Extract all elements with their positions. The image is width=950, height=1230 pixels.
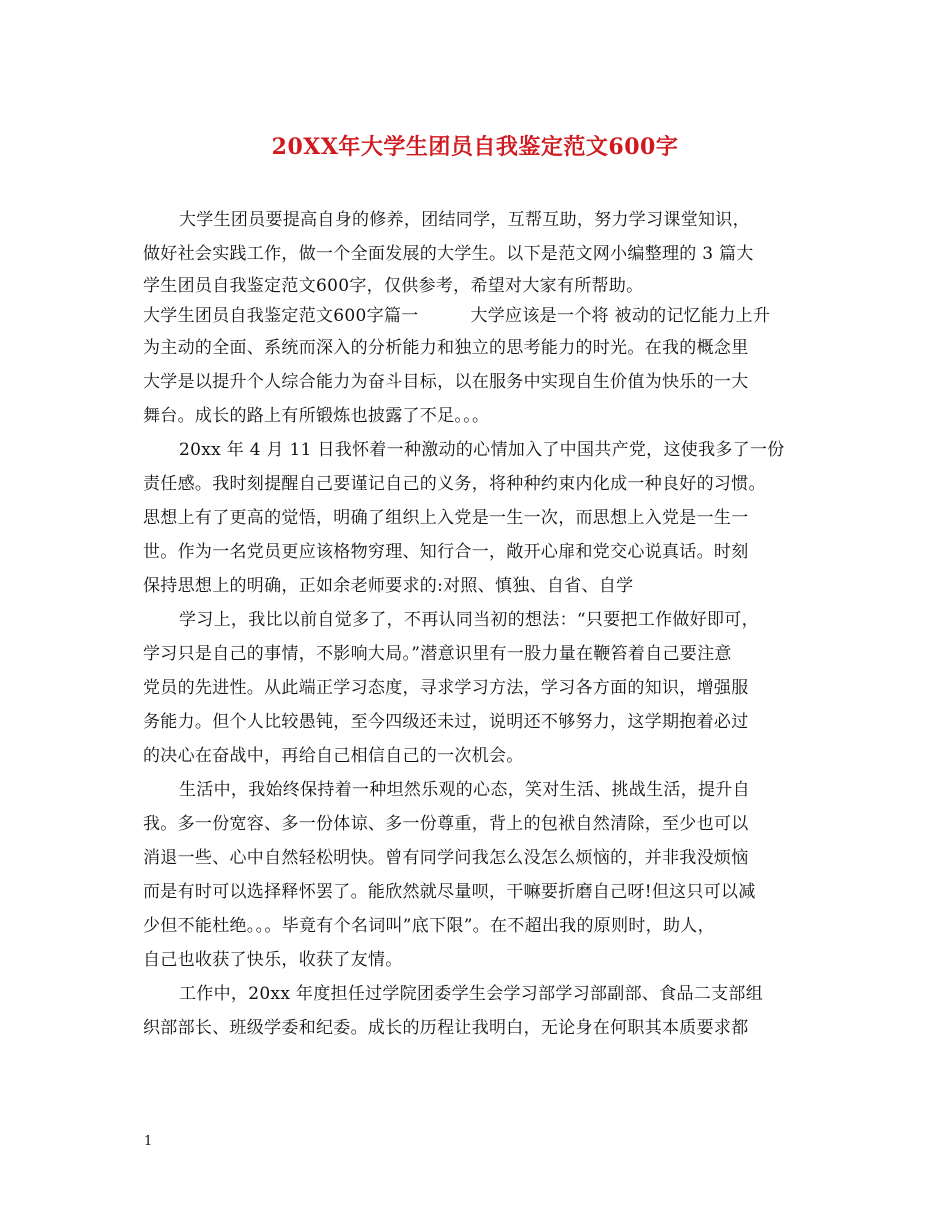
text-line: 自己也收获了快乐，收获了友情。 [143, 950, 403, 970]
page-number: 1 [144, 1134, 153, 1149]
text-line: 大学是以提升个人综合能力为奋斗目标，以在服务中实现自生价值为快乐的一大 [143, 372, 749, 392]
document-title: 20XX年大学生团员自我鉴定范文600字 [271, 134, 679, 160]
text-line: 做好社会实践工作，做一个全面发展的大学生。以下是范文网小编整理的 3 篇大 [143, 244, 754, 264]
text-line: 保持思想上的明确，正如余老师要求的:对照、慎独、自省、自学 [143, 576, 634, 596]
text-line: 而是有时可以选择释怀罢了。能欣然就尽量呗，干嘛要折磨自己呀!但这只可以减 [143, 882, 756, 902]
text-line: 消退一些、心中自然轻松明快。曾有同学问我怎么没怎么烦恼的，并非我没烦恼 [143, 848, 749, 868]
text-line: 党员的先进性。从此端正学习态度，寻求学习方法，学习各方面的知识，增强服 [143, 678, 749, 698]
text-line: 学习上，我比以前自觉多了，不再认同当初的想法：“只要把工作做好即可， [179, 610, 759, 630]
text-line: 20xx 年 4 月 11 日我怀着一种激动的心情加入了中国共产党，这使我多了一份 [179, 440, 785, 460]
text-line: 舞台。成长的路上有所锻炼也披露了不足。。。 [143, 406, 490, 426]
document-body [143, 203, 823, 1045]
text-line: 学习只是自己的事情，不影响大局。”潜意识里有一股力量在鞭笞着自己要注意 [143, 644, 732, 664]
text-line: 世。作为一名党员更应该格物穷理、知行合一，敞开心扉和党交心说真话。时刻 [143, 542, 749, 562]
text-line: 少但不能杜绝。。。毕竟有个名词叫”底下限”。在不超出我的原则时，助人， [143, 916, 715, 936]
text-line: 学生团员自我鉴定范文600字，仅供参考，希望对大家有所帮助。 [143, 276, 644, 296]
text-line: 务能力。但个人比较愚钝，至今四级还未过，说明还不够努力，这学期抱着必过 [143, 712, 749, 732]
text-line: 责任感。我时刻提醒自己要谨记自己的义务，将种种约束内化成一种良好的习惯。 [143, 474, 766, 494]
text-line: 生活中，我始终保持着一种坦然乐观的心态，笑对生活、挑战生活，提升自 [179, 780, 750, 800]
text-line: 工作中，20xx 年度担任过学院团委学生会学习部学习部副部、食品二支部组 [179, 984, 764, 1004]
text-line: 的决心在奋战中，再给自己相信自己的一次机会。 [143, 746, 524, 766]
text-line: 我。多一份宽容、多一份体谅、多一份尊重，背上的包袱自然清除，至少也可以 [143, 814, 749, 834]
text-line: 为主动的全面、系统而深入的分析能力和独立的思考能力的时光。在我的概念里 [143, 338, 749, 358]
text-line: 大学生团员自我鉴定范文600字篇一 大学应该是一个将 被动的记忆能力上升 [143, 306, 771, 326]
text-line: 思想上有了更高的觉悟，明确了组织上入党是一生一次，而思想上入党是一生一 [143, 508, 749, 528]
text-line: 大学生团员要提高自身的修养，团结同学，互帮互助，努力学习课堂知识， [179, 210, 750, 230]
text-line: 织部部长、班级学委和纪委。成长的历程让我明白，无论身在何职其本质要求都 [143, 1018, 749, 1038]
